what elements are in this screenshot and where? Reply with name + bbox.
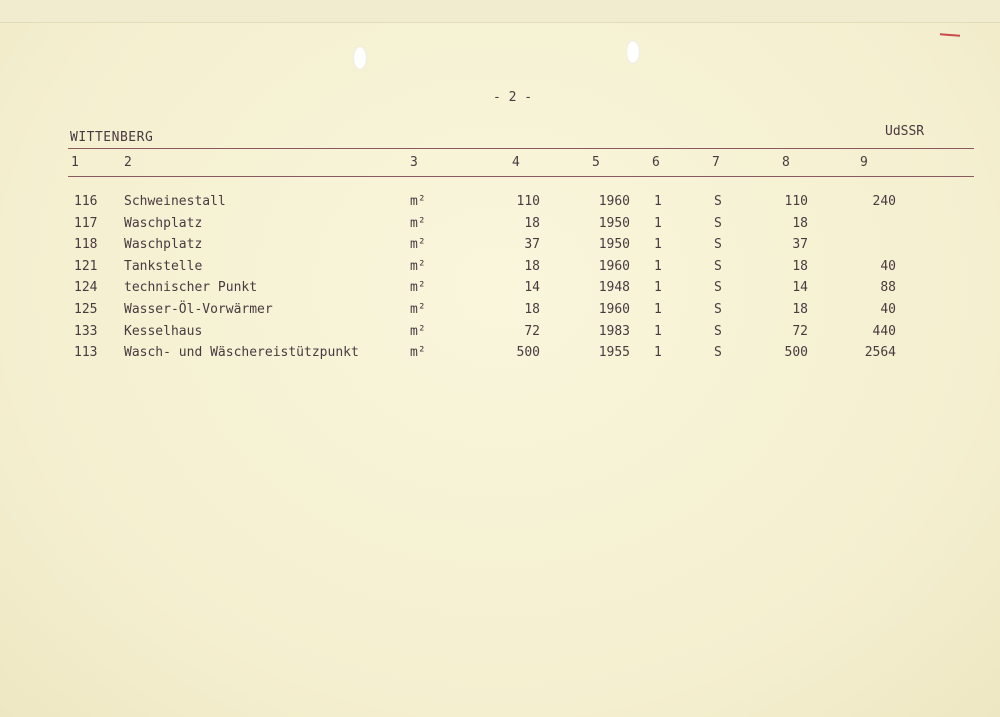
row-quantity: 1: [654, 237, 662, 253]
row-area: 18: [524, 302, 540, 317]
row-year: 1960: [598, 302, 630, 317]
row-quantity: 1: [654, 194, 662, 209]
row-area: 14: [524, 280, 540, 296]
row-id: 116: [74, 194, 98, 209]
row-area: 72: [524, 323, 540, 339]
row-quantity: 1: [654, 302, 662, 317]
row-value-9: 40: [880, 258, 896, 274]
row-quantity: 1: [654, 258, 662, 274]
row-id: 124: [74, 280, 98, 296]
row-value-8: 18: [792, 258, 808, 274]
row-name: Waschplatz: [124, 237, 203, 253]
row-year: 1948: [598, 280, 630, 296]
row-value-9: 2564: [864, 345, 896, 361]
table-row: [0, 324, 1000, 345]
row-year: 1983: [598, 323, 630, 339]
row-value-8: 37: [792, 237, 808, 253]
table-row: [0, 237, 1000, 258]
row-area: 110: [516, 194, 540, 209]
column-number-7: 7: [712, 155, 720, 170]
row-area: 18: [524, 215, 540, 231]
row-id: 117: [74, 215, 98, 231]
row-id: 133: [74, 323, 98, 339]
location-heading: WITTENBERG: [70, 130, 154, 145]
column-number-8: 8: [782, 155, 790, 170]
row-year: 1960: [598, 258, 630, 274]
table-row: [0, 259, 1000, 280]
row-class: S: [714, 323, 722, 339]
row-name: Schweinestall: [124, 194, 226, 209]
row-value-9: 440: [872, 323, 896, 339]
table-row: [0, 302, 1000, 323]
row-value-8: 18: [792, 215, 808, 231]
row-name: Wasser-Öl-Vorwärmer: [124, 302, 273, 317]
country-heading: UdSSR: [885, 124, 925, 139]
row-value-9: 88: [880, 280, 896, 296]
row-year: 1955: [598, 345, 630, 361]
row-unit: m²: [410, 345, 426, 361]
row-id: 113: [74, 345, 98, 361]
row-area: 18: [524, 258, 540, 274]
row-value-9: 240: [872, 194, 896, 209]
column-number-6: 6: [652, 155, 660, 170]
page-number: - 2 -: [493, 90, 533, 105]
row-quantity: 1: [654, 323, 662, 339]
row-unit: m²: [410, 302, 426, 317]
row-class: S: [714, 215, 722, 231]
table-row: [0, 194, 1000, 215]
row-quantity: 1: [654, 280, 662, 296]
row-unit: m²: [410, 194, 426, 209]
row-year: 1950: [598, 215, 630, 231]
punch-hole-left: [353, 46, 367, 70]
row-quantity: 1: [654, 215, 662, 231]
row-name: Tankstelle: [124, 258, 203, 274]
row-value-8: 500: [784, 345, 808, 361]
row-value-8: 14: [792, 280, 808, 296]
table-row: [0, 345, 1000, 366]
red-pen-mark: [940, 33, 960, 36]
column-number-9: 9: [860, 155, 868, 170]
punch-hole-right: [626, 40, 640, 64]
row-value-8: 18: [792, 302, 808, 317]
row-class: S: [714, 280, 722, 296]
column-number-1: 1: [71, 155, 79, 170]
column-number-3: 3: [410, 155, 418, 170]
paper-top-edge: [0, 0, 1000, 23]
row-unit: m²: [410, 215, 426, 231]
table-row: [0, 216, 1000, 237]
row-id: 125: [74, 302, 98, 317]
row-value-8: 72: [792, 323, 808, 339]
row-unit: m²: [410, 258, 426, 274]
row-id: 121: [74, 258, 98, 274]
row-value-9: 40: [880, 302, 896, 317]
row-class: S: [714, 302, 722, 317]
row-class: S: [714, 237, 722, 253]
row-name: Waschplatz: [124, 215, 203, 231]
header-rule-top: [68, 148, 974, 149]
row-unit: m²: [410, 237, 426, 253]
row-class: S: [714, 194, 722, 209]
table-row: [0, 280, 1000, 301]
row-area: 37: [524, 237, 540, 253]
row-unit: m²: [410, 280, 426, 296]
column-number-2: 2: [124, 155, 132, 170]
row-quantity: 1: [654, 345, 662, 361]
row-class: S: [714, 258, 722, 274]
column-number-5: 5: [592, 155, 600, 170]
row-name: Kesselhaus: [124, 323, 203, 339]
row-value-8: 110: [784, 194, 808, 209]
row-unit: m²: [410, 323, 426, 339]
row-name: Wasch- und Wäschereistützpunkt: [124, 345, 359, 361]
row-id: 118: [74, 237, 98, 253]
row-year: 1960: [598, 194, 630, 209]
row-area: 500: [516, 345, 540, 361]
row-year: 1950: [598, 237, 630, 253]
header-rule-bottom: [68, 176, 974, 177]
row-class: S: [714, 345, 722, 361]
column-number-4: 4: [512, 155, 520, 170]
row-name: technischer Punkt: [124, 280, 258, 296]
